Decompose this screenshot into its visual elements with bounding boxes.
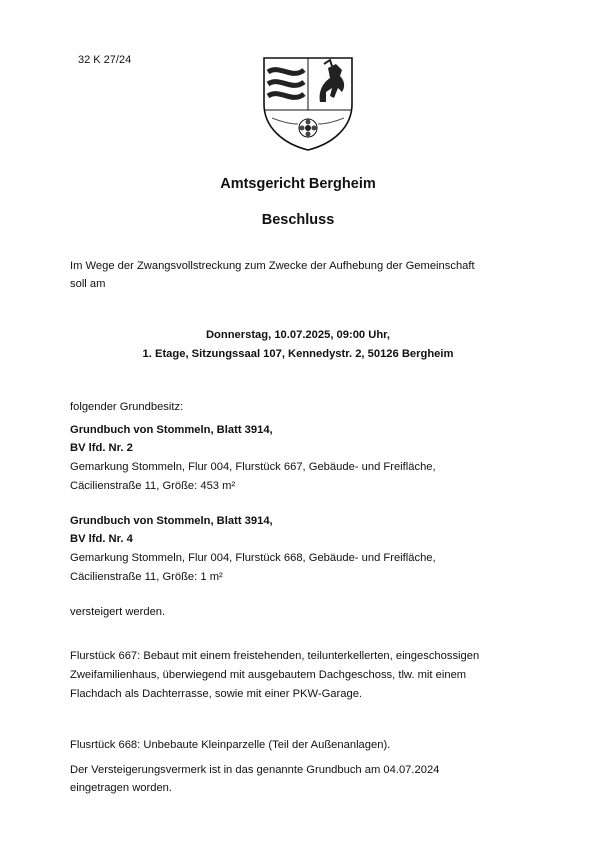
auction-location: 1. Etage, Sitzungssaal 107, Kennedystr. 2, 50126 Bergheim bbox=[142, 348, 454, 360]
property-intro: folgender Grundbesitz: bbox=[70, 401, 184, 413]
auction-date-time: Donnerstag, 10.07.2025, 09:00 Uhr, bbox=[205, 329, 391, 341]
property-1-register: Grundbuch von Stommeln, Blatt 3914, bbox=[70, 424, 273, 436]
intro-line-1: Im Wege der Zwangsvollstreckung zum Zwecke der Aufhebung der Gemeinschaft bbox=[70, 260, 475, 272]
auction-verb: versteigert werden. bbox=[70, 606, 166, 618]
registration-line-2: eingetragen worden. bbox=[70, 782, 173, 794]
nrw-coat-of-arms bbox=[258, 52, 358, 152]
court-name: Amtsgericht Bergheim bbox=[220, 176, 376, 192]
description-668: Flusrtück 668: Unbebaute Kleinparzelle (Teil der Außenanlagen). bbox=[70, 739, 391, 751]
property-2-address: Cäcilienstraße 11, Größe: 1 m² bbox=[70, 571, 223, 583]
property-2-bv: BV lfd. Nr. 4 bbox=[70, 533, 133, 545]
intro-line-2: soll am bbox=[70, 278, 106, 290]
description-667-line-1: Flurstück 667: Bebaut mit einem freistehenden, teilunterkellerten, eingeschossigen bbox=[70, 650, 480, 662]
property-1-bv: BV lfd. Nr. 2 bbox=[70, 442, 133, 454]
property-2-parcel: Gemarkung Stommeln, Flur 004, Flurstück 668, Gebäude- und Freifläche, bbox=[70, 552, 436, 564]
property-1-parcel: Gemarkung Stommeln, Flur 004, Flurstück 667, Gebäude- und Freifläche, bbox=[70, 461, 436, 473]
document-type: Beschluss bbox=[261, 212, 335, 228]
property-1-address: Cäcilienstraße 11, Größe: 453 m² bbox=[70, 480, 236, 492]
description-667-line-3: Flachdach als Dachterrasse, sowie mit einer PKW-Garage. bbox=[70, 688, 363, 700]
property-2-register: Grundbuch von Stommeln, Blatt 3914, bbox=[70, 515, 273, 527]
registration-line-1: Der Versteigerungsvermerk ist in das genannte Grundbuch am 04.07.2024 bbox=[70, 764, 440, 776]
description-667-line-2: Zweifamilienhaus, überwiegend mit ausgebautem Dachgeschoss, tlw. mit einem bbox=[70, 669, 467, 681]
file-number: 32 K 27/24 bbox=[78, 54, 132, 66]
